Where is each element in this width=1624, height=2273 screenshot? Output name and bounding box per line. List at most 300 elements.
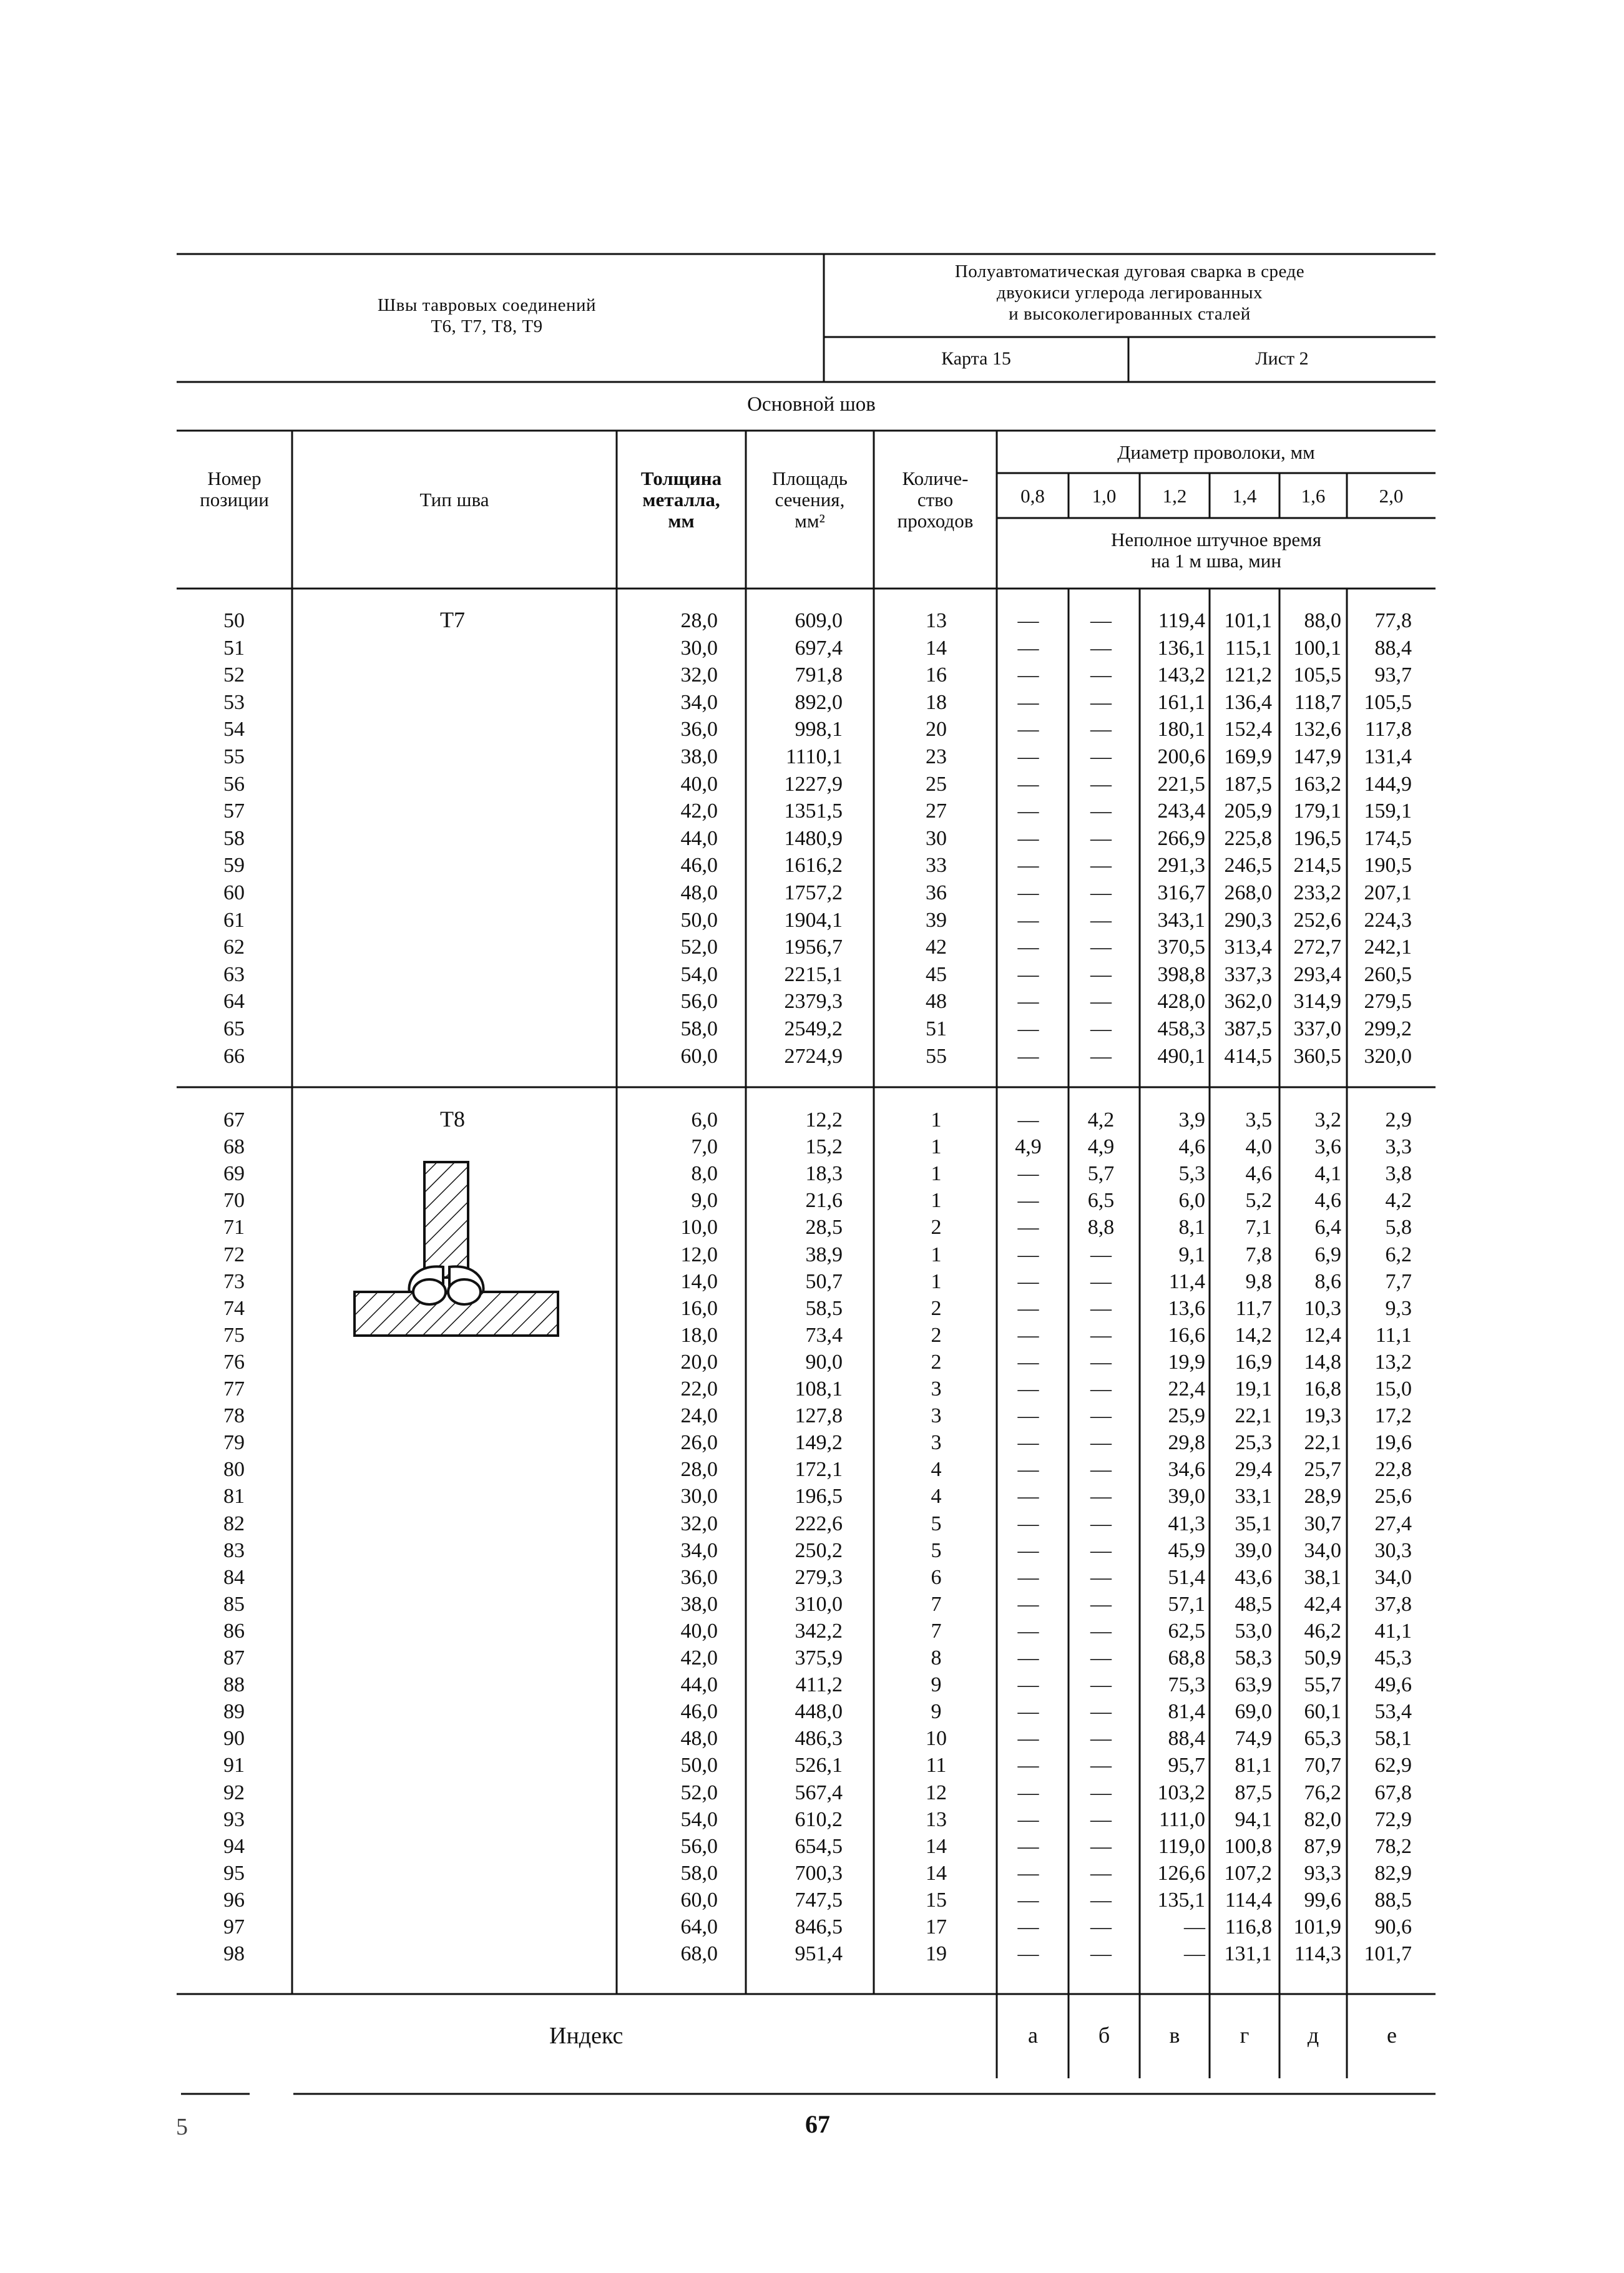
cell-time-1-6: 38,1 <box>1304 1565 1341 1589</box>
cell-time-1-4: 187,5 <box>1224 772 1272 796</box>
cell-time-1-4: 16,9 <box>1235 1350 1272 1374</box>
cell-time-1-0: — <box>1090 1619 1112 1643</box>
cell-time-0-8: 4,9 <box>1015 1135 1042 1159</box>
cell-time-1-6: 46,2 <box>1304 1619 1341 1643</box>
cell-position: 82 <box>223 1512 245 1535</box>
cell-area: 1110,1 <box>786 745 843 768</box>
col-weld-type: Тип шва <box>419 489 489 511</box>
cell-time-1-4: 4,0 <box>1245 1135 1272 1159</box>
table-row <box>0 1322 1624 1349</box>
cell-time-1-4: 48,5 <box>1235 1592 1272 1616</box>
cell-time-0-8: — <box>1017 745 1039 768</box>
cell-time-1-2: 200,6 <box>1157 745 1205 768</box>
cell-time-0-8: — <box>1017 936 1039 959</box>
cell-time-1-4: 58,3 <box>1235 1646 1272 1669</box>
diameter-1-2: 1,2 <box>1162 485 1187 507</box>
cell-time-1-2: 19,9 <box>1168 1350 1205 1374</box>
cell-time-2-0: 77,8 <box>1374 609 1412 632</box>
cell-area: 18,3 <box>805 1162 843 1186</box>
cell-time-0-8: — <box>1017 854 1039 877</box>
cell-time-1-2: — <box>1184 1942 1205 1966</box>
page-number: 67 <box>805 2110 830 2138</box>
cell-time-1-6: 314,9 <box>1293 990 1341 1014</box>
cell-time-1-6: 8,6 <box>1314 1269 1341 1293</box>
cell-time-1-0: — <box>1090 1700 1112 1724</box>
cell-time-2-0: 101,7 <box>1364 1942 1412 1966</box>
cell-time-1-4: 39,0 <box>1235 1538 1272 1562</box>
cell-time-1-4: 5,2 <box>1245 1189 1272 1213</box>
cell-time-0-8: — <box>1017 1512 1039 1535</box>
cell-time-1-4: 7,8 <box>1245 1243 1272 1266</box>
cell-time-0-8: — <box>1017 1646 1039 1669</box>
index-g: г <box>1240 2023 1250 2048</box>
table-row <box>0 1160 1624 1187</box>
table-row <box>0 1618 1624 1645</box>
table-row <box>0 798 1624 824</box>
cell-area: 28,5 <box>805 1216 843 1239</box>
cell-time-1-2: 62,5 <box>1168 1619 1205 1643</box>
cell-time-0-8: — <box>1017 881 1039 904</box>
cell-time-1-4: 22,1 <box>1235 1404 1272 1428</box>
cell-time-2-0: 320,0 <box>1364 1044 1412 1068</box>
cell-position: 81 <box>223 1485 245 1508</box>
cell-time-1-6: 34,0 <box>1304 1538 1341 1562</box>
diameter-1-6: 1,6 <box>1301 485 1326 507</box>
table-row <box>0 1940 1624 1967</box>
cell-time-1-6: 101,9 <box>1293 1915 1341 1938</box>
table-row <box>0 1429 1624 1456</box>
cell-time-1-4: 81,1 <box>1235 1754 1272 1777</box>
cell-passes: 2 <box>931 1216 942 1239</box>
cell-time-0-8: — <box>1017 1565 1039 1589</box>
cell-time-1-6: 42,4 <box>1304 1592 1341 1616</box>
cell-area: 846,5 <box>795 1915 843 1938</box>
cell-time-0-8: — <box>1017 1538 1039 1562</box>
cell-time-2-0: 11,1 <box>1375 1323 1412 1347</box>
cell-time-0-8: — <box>1017 1189 1039 1213</box>
cell-time-2-0: 6,2 <box>1385 1243 1412 1266</box>
cell-time-1-6: 4,1 <box>1314 1162 1341 1186</box>
cell-position: 93 <box>223 1807 245 1831</box>
cell-time-1-2: 343,1 <box>1157 908 1205 932</box>
cell-time-1-4: 35,1 <box>1235 1512 1272 1535</box>
cell-time-1-4: 7,1 <box>1245 1216 1272 1239</box>
cell-area: 791,8 <box>795 663 843 687</box>
cell-time-2-0: 72,9 <box>1374 1807 1412 1831</box>
cell-time-1-6: 60,1 <box>1304 1700 1341 1724</box>
cell-time-1-4: 205,9 <box>1224 799 1272 823</box>
right-title-line3: и высоколегированных сталей <box>1009 304 1251 324</box>
cell-area: 15,2 <box>805 1135 843 1159</box>
cell-area: 1480,9 <box>784 826 843 850</box>
cell-time-1-2: 39,0 <box>1168 1485 1205 1508</box>
cell-passes: 1 <box>931 1189 942 1213</box>
table-row <box>0 689 1624 716</box>
table-row <box>0 1107 1624 1133</box>
sheet-number: Лист 2 <box>1255 348 1309 369</box>
cell-time-1-2: 243,4 <box>1157 799 1205 823</box>
cell-passes: 23 <box>926 745 947 768</box>
cell-time-1-4: 25,3 <box>1235 1431 1272 1455</box>
cell-time-0-8: — <box>1017 1942 1039 1966</box>
cell-passes: 5 <box>931 1512 942 1535</box>
cell-position: 87 <box>223 1646 245 1669</box>
table-row <box>0 1537 1624 1564</box>
cell-position: 94 <box>223 1834 245 1858</box>
cell-time-1-6: 4,6 <box>1314 1189 1341 1213</box>
cell-time-1-4: 131,1 <box>1224 1942 1272 1966</box>
cell-thickness: 14,0 <box>680 1269 718 1293</box>
cell-time-1-4: 3,5 <box>1245 1108 1272 1132</box>
cell-time-1-2: 370,5 <box>1157 936 1205 959</box>
cell-area: 1757,2 <box>784 881 843 904</box>
cell-position: 69 <box>223 1162 245 1186</box>
cell-time-1-2: 291,3 <box>1157 854 1205 877</box>
cell-area: 149,2 <box>795 1431 843 1455</box>
cell-position: 61 <box>223 908 245 932</box>
cell-time-0-8: — <box>1017 1781 1039 1804</box>
cell-time-1-4: 69,0 <box>1235 1700 1272 1724</box>
cell-area: 411,2 <box>795 1673 843 1697</box>
cell-area: 1956,7 <box>784 936 843 959</box>
cell-time-1-4: 100,8 <box>1224 1834 1272 1858</box>
cell-thickness: 64,0 <box>680 1915 718 1938</box>
cell-time-1-2: 75,3 <box>1168 1673 1205 1697</box>
cell-time-1-6: 25,7 <box>1304 1458 1341 1482</box>
cell-position: 68 <box>223 1135 245 1159</box>
cell-position: 65 <box>223 1017 245 1040</box>
left-title <box>312 295 662 337</box>
table-row <box>0 1698 1624 1725</box>
cell-thickness: 48,0 <box>680 1727 718 1751</box>
cell-time-1-4: 19,1 <box>1235 1377 1272 1400</box>
cell-time-1-2: 16,6 <box>1168 1323 1205 1347</box>
cell-time-0-8: — <box>1017 1592 1039 1616</box>
cell-thickness: 44,0 <box>680 826 718 850</box>
cell-time-1-0: — <box>1090 745 1112 768</box>
cell-thickness: 30,0 <box>680 1485 718 1508</box>
cell-time-1-0: 8,8 <box>1087 1216 1115 1239</box>
cell-time-0-8: — <box>1017 1458 1039 1482</box>
cell-time-1-0: — <box>1090 1915 1112 1938</box>
cell-time-0-8: — <box>1017 690 1039 714</box>
cell-position: 59 <box>223 854 245 877</box>
cell-time-1-4: 313,4 <box>1224 936 1272 959</box>
cell-time-2-0: 299,2 <box>1364 1017 1412 1040</box>
cell-thickness: 32,0 <box>680 1512 718 1535</box>
cell-area: 38,9 <box>805 1243 843 1266</box>
cell-time-1-2: 458,3 <box>1157 1017 1205 1040</box>
cell-time-2-0: 88,5 <box>1374 1888 1412 1912</box>
cell-time-1-4: 9,8 <box>1245 1269 1272 1293</box>
cell-time-1-6: 88,0 <box>1304 609 1341 632</box>
cell-time-1-0: — <box>1090 1044 1112 1068</box>
table-row <box>0 1887 1624 1914</box>
cell-time-1-0: — <box>1090 772 1112 796</box>
cell-time-1-0: — <box>1090 1485 1112 1508</box>
cell-passes: 51 <box>926 1017 947 1040</box>
cell-position: 53 <box>223 690 245 714</box>
cell-thickness: 60,0 <box>680 1888 718 1912</box>
cell-position: 66 <box>223 1044 245 1068</box>
cell-time-1-4: 94,1 <box>1235 1807 1272 1831</box>
cell-time-0-8: — <box>1017 1673 1039 1697</box>
cell-time-1-0: — <box>1090 1512 1112 1535</box>
cell-time-1-2: 111,0 <box>1159 1807 1205 1831</box>
cell-position: 76 <box>223 1350 245 1374</box>
cell-time-1-2: 81,4 <box>1168 1700 1205 1724</box>
cell-time-2-0: 90,6 <box>1374 1915 1412 1938</box>
cell-time-2-0: 131,4 <box>1364 745 1412 768</box>
cell-time-0-8: — <box>1017 1727 1039 1751</box>
table-row <box>0 1268 1624 1295</box>
cell-time-1-4: 33,1 <box>1235 1485 1272 1508</box>
cell-thickness: 6,0 <box>691 1108 718 1132</box>
cell-passes: 15 <box>926 1888 947 1912</box>
cell-position: 60 <box>223 881 245 904</box>
cell-thickness: 46,0 <box>680 1700 718 1724</box>
table-row <box>0 743 1624 770</box>
cell-time-1-0: — <box>1090 826 1112 850</box>
cell-time-0-8: — <box>1017 826 1039 850</box>
cell-time-1-0: — <box>1090 1754 1112 1777</box>
cell-time-0-8: — <box>1017 1162 1039 1186</box>
table-row <box>0 1376 1624 1402</box>
diameter-0-8: 0,8 <box>1020 485 1045 507</box>
cell-area: 892,0 <box>795 690 843 714</box>
cell-area: 2724,9 <box>784 1044 843 1068</box>
cell-time-1-2: 13,6 <box>1168 1296 1205 1320</box>
cell-time-1-6: 214,5 <box>1293 854 1341 877</box>
cell-time-1-2: 4,6 <box>1178 1135 1205 1159</box>
cell-area: 1904,1 <box>784 908 843 932</box>
cell-time-1-6: 179,1 <box>1293 799 1341 823</box>
table-row <box>0 1860 1624 1887</box>
cell-time-0-8: — <box>1017 1485 1039 1508</box>
table-row <box>0 961 1624 988</box>
cell-time-2-0: 62,9 <box>1374 1754 1412 1777</box>
cell-thickness: 50,0 <box>680 1754 718 1777</box>
cell-position: 95 <box>223 1861 245 1885</box>
cell-position: 89 <box>223 1700 245 1724</box>
cell-time-1-2: 428,0 <box>1157 990 1205 1014</box>
cell-time-1-4: 53,0 <box>1235 1619 1272 1643</box>
section-title: Основной шов <box>747 393 876 416</box>
cell-time-1-6: 28,9 <box>1304 1485 1341 1508</box>
cell-area: 342,2 <box>795 1619 843 1643</box>
cell-passes: 33 <box>926 854 947 877</box>
cell-time-1-2: 398,8 <box>1157 962 1205 986</box>
cell-time-1-0: — <box>1090 799 1112 823</box>
type-label-t8: Т8 <box>440 1107 465 1132</box>
cell-time-1-6: 50,9 <box>1304 1646 1341 1669</box>
cell-time-0-8: — <box>1017 962 1039 986</box>
cell-time-1-2: 29,8 <box>1168 1431 1205 1455</box>
cell-time-1-2: 34,6 <box>1168 1458 1205 1482</box>
cell-position: 64 <box>223 990 245 1014</box>
cell-time-2-0: 9,3 <box>1385 1296 1412 1320</box>
cell-time-1-6: 147,9 <box>1293 745 1341 768</box>
cell-time-1-2: 68,8 <box>1168 1646 1205 1669</box>
cell-time-1-4: 169,9 <box>1224 745 1272 768</box>
cell-time-1-2: 9,1 <box>1178 1243 1205 1266</box>
index-d: д <box>1307 2023 1319 2048</box>
cell-time-1-0: — <box>1090 1646 1112 1669</box>
index-a: а <box>1028 2023 1038 2048</box>
cell-passes: 1 <box>931 1108 942 1132</box>
cell-time-1-0: — <box>1090 881 1112 904</box>
cell-position: 84 <box>223 1565 245 1589</box>
cell-time-1-6: 82,0 <box>1304 1807 1341 1831</box>
cell-time-1-4: 116,8 <box>1225 1915 1272 1938</box>
cell-position: 85 <box>223 1592 245 1616</box>
cell-passes: 39 <box>926 908 947 932</box>
col-passes: Количе- ство проходов <box>897 467 974 532</box>
cell-time-1-6: 30,7 <box>1304 1512 1341 1535</box>
cell-time-2-0: 260,5 <box>1364 962 1412 986</box>
cell-thickness: 56,0 <box>680 990 718 1014</box>
table-row <box>0 1187 1624 1214</box>
cell-area: 1227,9 <box>784 772 843 796</box>
table-row <box>0 716 1624 743</box>
table-row <box>0 1402 1624 1429</box>
cell-passes: 16 <box>926 663 947 687</box>
table-row <box>0 1671 1624 1698</box>
cell-time-2-0: 159,1 <box>1364 799 1412 823</box>
cell-time-1-6: 118,7 <box>1294 690 1341 714</box>
table-row <box>0 988 1624 1015</box>
cell-area: 1351,5 <box>784 799 843 823</box>
cell-thickness: 36,0 <box>680 718 718 741</box>
cell-time-1-0: — <box>1090 1431 1112 1455</box>
right-title <box>836 261 1423 325</box>
cell-time-2-0: 3,3 <box>1385 1135 1412 1159</box>
cell-position: 71 <box>223 1216 245 1239</box>
cell-time-1-6: 99,6 <box>1304 1888 1341 1912</box>
cell-time-1-4: 29,4 <box>1235 1458 1272 1482</box>
table-row <box>0 907 1624 934</box>
cell-time-1-4: 268,0 <box>1224 881 1272 904</box>
cell-passes: 6 <box>931 1565 942 1589</box>
cell-position: 58 <box>223 826 245 850</box>
table-row <box>0 1510 1624 1537</box>
cell-thickness: 9,0 <box>691 1189 718 1213</box>
cell-time-1-0: — <box>1090 908 1112 932</box>
cell-time-2-0: 49,6 <box>1374 1673 1412 1697</box>
cell-thickness: 28,0 <box>680 609 718 632</box>
cell-time-1-2: 51,4 <box>1168 1565 1205 1589</box>
cell-area: 998,1 <box>795 718 843 741</box>
cell-time-0-8: — <box>1017 1888 1039 1912</box>
index-e: е <box>1387 2023 1397 2048</box>
cell-time-1-0: — <box>1090 1727 1112 1751</box>
cell-area: 21,6 <box>805 1189 843 1213</box>
cell-time-0-8: — <box>1017 1834 1039 1858</box>
cell-time-1-4: 11,7 <box>1235 1296 1272 1320</box>
cell-area: 279,3 <box>795 1565 843 1589</box>
cell-time-1-2: 119,4 <box>1158 609 1205 632</box>
cell-thickness: 10,0 <box>680 1216 718 1239</box>
cell-area: 12,2 <box>805 1108 843 1132</box>
cell-thickness: 60,0 <box>680 1044 718 1068</box>
cell-passes: 27 <box>926 799 947 823</box>
table-row <box>0 1752 1624 1779</box>
cell-area: 250,2 <box>795 1538 843 1562</box>
cell-time-2-0: 4,2 <box>1385 1189 1412 1213</box>
cell-time-1-2: 266,9 <box>1157 826 1205 850</box>
cell-time-1-6: 293,4 <box>1293 962 1341 986</box>
table-row <box>0 1295 1624 1322</box>
cell-passes: 9 <box>931 1700 942 1724</box>
cell-time-2-0: 58,1 <box>1374 1727 1412 1751</box>
cell-position: 92 <box>223 1781 245 1804</box>
cell-time-1-0: — <box>1090 1296 1112 1320</box>
right-title-line2: двуокиси углерода легированных <box>996 283 1263 303</box>
cell-area: 58,5 <box>805 1296 843 1320</box>
cell-area: 222,6 <box>795 1512 843 1535</box>
cell-position: 63 <box>223 962 245 986</box>
cell-thickness: 42,0 <box>680 799 718 823</box>
cell-time-1-0: — <box>1090 1017 1112 1040</box>
cell-area: 700,3 <box>795 1861 843 1885</box>
col-diameter-title: Диаметр проволоки, мм <box>1117 441 1315 463</box>
index-b: б <box>1098 2023 1110 2048</box>
cell-time-1-6: 14,8 <box>1304 1350 1341 1374</box>
table-row <box>0 1015 1624 1042</box>
table-row <box>0 879 1624 906</box>
cell-time-1-0: — <box>1090 1565 1112 1589</box>
cell-thickness: 52,0 <box>680 1781 718 1804</box>
cell-time-1-0: — <box>1090 1942 1112 1966</box>
cell-thickness: 42,0 <box>680 1646 718 1669</box>
cell-time-2-0: 207,1 <box>1364 881 1412 904</box>
cell-time-0-8: — <box>1017 1404 1039 1428</box>
cell-position: 62 <box>223 936 245 959</box>
cell-time-0-8: — <box>1017 1619 1039 1643</box>
cell-time-0-8: — <box>1017 1296 1039 1320</box>
cell-time-0-8: — <box>1017 1807 1039 1831</box>
col-position: Номер позиции <box>200 467 269 511</box>
cell-time-0-8: — <box>1017 799 1039 823</box>
cell-time-1-2: 136,1 <box>1157 636 1205 660</box>
cell-position: 54 <box>223 718 245 741</box>
cell-time-1-0: — <box>1090 663 1112 687</box>
cell-time-1-6: 105,5 <box>1293 663 1341 687</box>
cell-thickness: 20,0 <box>680 1350 718 1374</box>
cell-passes: 20 <box>926 718 947 741</box>
cell-passes: 9 <box>931 1673 942 1697</box>
cell-passes: 10 <box>926 1727 947 1751</box>
cell-time-1-0: — <box>1090 1323 1112 1347</box>
table-row <box>0 1833 1624 1860</box>
cell-time-2-0: 7,7 <box>1385 1269 1412 1293</box>
table-row <box>0 1725 1624 1752</box>
cell-time-0-8: — <box>1017 718 1039 741</box>
table-row <box>0 1645 1624 1671</box>
cell-thickness: 7,0 <box>691 1135 718 1159</box>
cell-area: 526,1 <box>795 1754 843 1777</box>
cell-thickness: 40,0 <box>680 772 718 796</box>
table-row <box>0 1483 1624 1510</box>
cell-time-2-0: 93,7 <box>1374 663 1412 687</box>
cell-time-2-0: 27,4 <box>1374 1512 1412 1535</box>
cell-thickness: 54,0 <box>680 1807 718 1831</box>
cell-time-0-8: — <box>1017 1269 1039 1293</box>
cell-thickness: 38,0 <box>680 1592 718 1616</box>
right-title-line1: Полуавтоматическая дуговая сварка в среде <box>954 262 1305 281</box>
left-title-line2: Т6, Т7, Т8, Т9 <box>431 316 543 336</box>
cell-time-2-0: 13,2 <box>1374 1350 1412 1374</box>
